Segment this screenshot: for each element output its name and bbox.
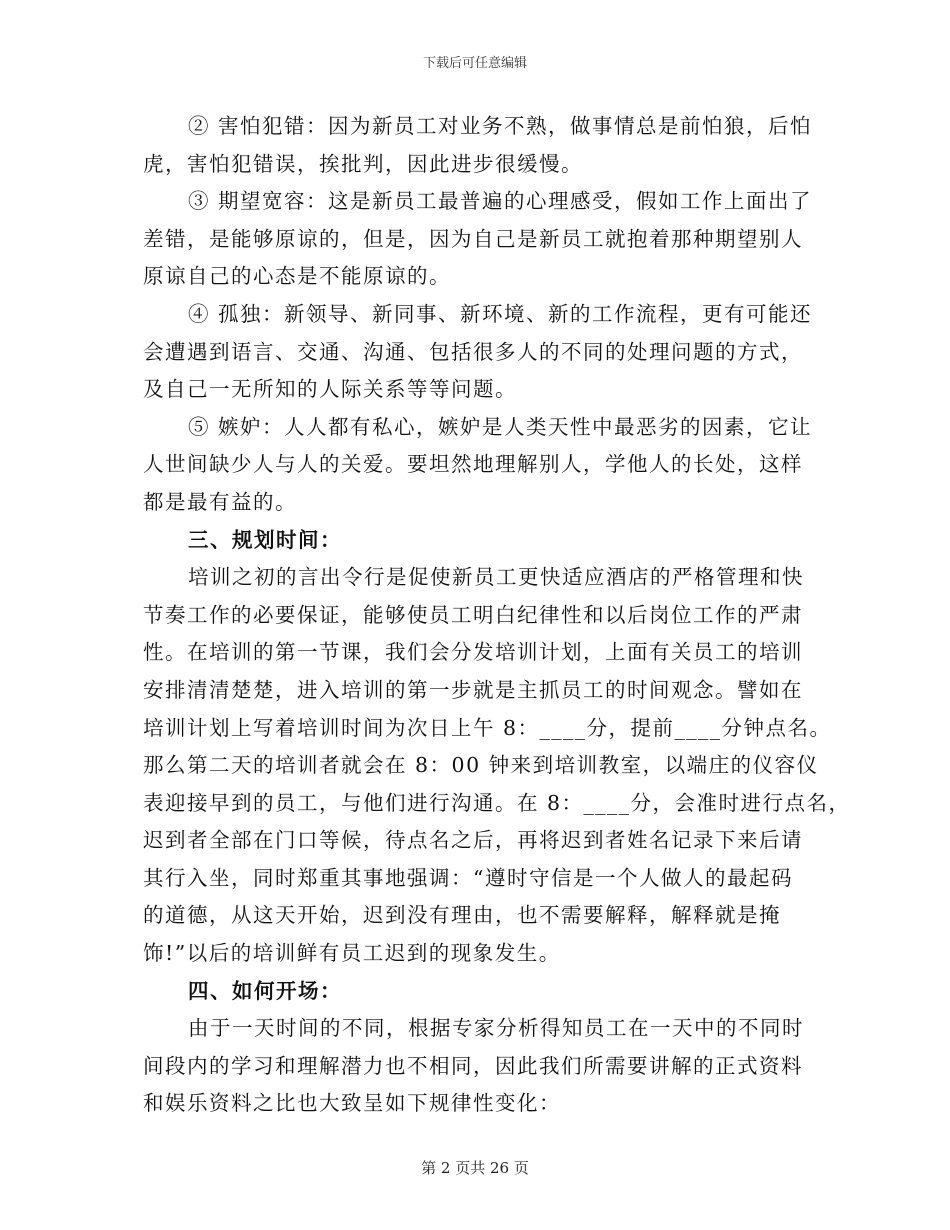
- text-line: 节奏工作的必要保证，能够使员工明白纪律性和以后岗位工作的严肃: [143, 602, 803, 627]
- text-line: ② 害怕犯错：因为新员工对业务不熟，做事情总是前怕狼，后怕: [188, 114, 813, 138]
- text-line: 培训之初的言出令行是促使新员工更快适应酒店的严格管理和快: [188, 565, 804, 590]
- text-line: 会遭遇到语言、交通、沟通、包括很多人的不同的处理问题的方式，: [143, 339, 803, 364]
- text-line: ③ 期望宽容：这是新员工最普遍的心理感受，假如工作上面出了: [188, 189, 813, 214]
- text-line: 都是最有益的。: [143, 489, 297, 514]
- page-header: 下载后可任意编辑: [422, 56, 527, 71]
- text-line: 间段内的学习和理解潜力也不相同，因此我们所需要讲解的正式资料: [143, 1053, 803, 1078]
- section-heading: 三、规划时间：: [188, 527, 342, 552]
- text-line: 其行入坐，同时郑重其事地强调：“遵时守信是一个人做人的最起码: [143, 865, 793, 890]
- text-line: 人世间缺少人与人的关爱。要坦然地理解别人，学他人的长处，这样: [143, 452, 803, 477]
- text-line: 及自己一无所知的人际关系等等问题。: [143, 377, 517, 402]
- page-footer: 第 2 页共 26 页: [421, 1159, 529, 1177]
- text-line: 安排清清楚楚，进入培训的第一步就是主抓员工的时间观念。譬如在: [143, 677, 803, 702]
- text-line: 迟到者全部在门口等候，待点名之后，再将迟到者姓名记录下来后请: [143, 828, 803, 853]
- text-line: 那么第二天的培训者就会在 8：00 钟来到培训教室，以端庄的仪容仪: [143, 753, 819, 778]
- text-line: 饰!”以后的培训鲜有员工迟到的现象发生。: [143, 941, 561, 966]
- text-line: ⑤ 嫉妒：人人都有私心，嫉妒是人类天性中最恶劣的因素，它让: [188, 414, 813, 439]
- text-line: 由于一天时间的不同，根据专家分析得知员工在一天中的不同时: [188, 1016, 804, 1041]
- section-heading: 四、如何开场：: [188, 978, 342, 1003]
- text-line: 原谅自己的心态是不能原谅的。: [143, 264, 451, 289]
- text-line: 的道德，从这天开始，迟到没有理由，也不需要解释，解释就是掩: [143, 903, 781, 928]
- document-body: [143, 108, 851, 1123]
- text-line: 表迎接早到的员工，与他们进行沟通。在 8：____分，会准时进行点名，: [143, 790, 851, 815]
- text-line: 差错，是能够原谅的，但是，因为自己是新员工就抱着那种期望别人: [143, 226, 803, 251]
- text-line: ④ 孤独：新领导、新同事、新环境、新的工作流程，更有可能还: [188, 301, 813, 326]
- text-line: 性。在培训的第一节课，我们会分发培训计划，上面有关员工的培训: [143, 640, 803, 665]
- text-line: 培训计划上写着培训时间为次日上午 8：____分，提前____分钟点名。: [143, 715, 832, 740]
- text-line: 和娱乐资料之比也大致呈如下规律性变化：: [143, 1091, 561, 1116]
- text-line: 虎，害怕犯错误，挨批判，因此进步很缓慢。: [143, 151, 583, 176]
